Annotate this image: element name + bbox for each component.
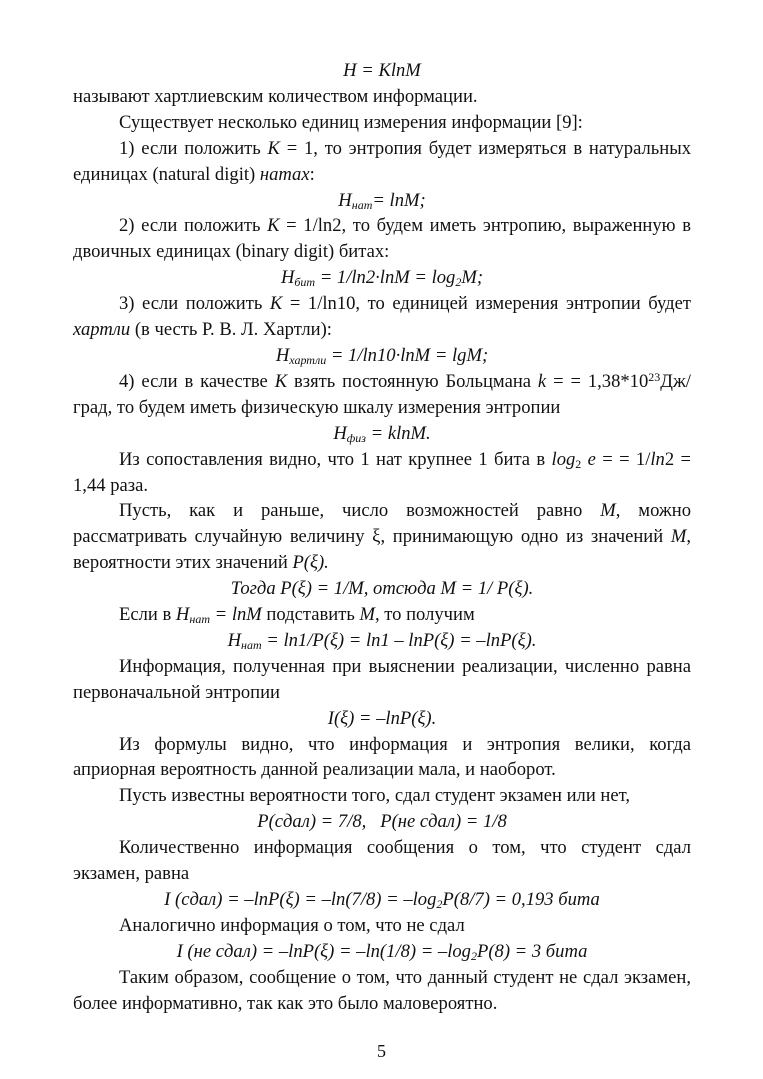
formula-text: I (сдал) = –lnP(ξ) = –ln(7/8) = –log [164, 889, 437, 910]
text: , вероятности этих значений [73, 526, 691, 574]
text: 3) если положить [119, 293, 270, 315]
formula-text: H = KlnM [343, 60, 421, 81]
formula-phys [73, 421, 691, 447]
text: Дж/град, то будем иметь физическую шкалу измерения энтропии [73, 370, 691, 418]
text-italic: H [175, 604, 190, 626]
paragraph [73, 369, 691, 421]
text-italic: K [267, 215, 280, 237]
formula-exam-probabilities [73, 809, 691, 835]
formula-nat-substitution [73, 628, 691, 654]
formula-subscript: хартли [289, 352, 327, 367]
text: 4) если в качестве [119, 370, 275, 392]
paragraph [73, 654, 691, 706]
paragraph [73, 498, 691, 576]
text-italic: M [359, 604, 375, 626]
paragraph [73, 965, 691, 1017]
text: подставить [261, 604, 360, 626]
text-italic: хартли [73, 319, 131, 341]
text: Из сопоставления видно, что 1 нат крупнее 1 бита в [119, 448, 552, 470]
formula-subscript: нат [241, 637, 262, 652]
paragraph-text: называют хартлиевским количеством информации. [73, 85, 478, 107]
paragraph-text: Информация, полученная при выяснении реализации, численно равна первоначальной энтропии [73, 655, 691, 703]
formula-nat [73, 188, 691, 214]
text-italic: натах [259, 163, 310, 185]
formula-text: = 1/ln10·lnM = lgM; [326, 344, 489, 366]
text-italic: M [600, 500, 616, 522]
formula-text: = 1/ln2·lnM = log [315, 267, 456, 289]
formula-text: M; [461, 267, 484, 289]
paragraph [73, 110, 691, 136]
formula-hartley-unit [73, 343, 691, 369]
formula-text: P(сдал) = 7/8, P(не сдал) = 1/8 [257, 811, 507, 833]
formula-text: = ln1/P(ξ) = ln1 – lnP(ξ) = –lnP(ξ). [261, 629, 537, 651]
paragraph-text: Количественно информация сообщения о том, что студент сдал экзамен, равна [73, 837, 691, 885]
text: Пусть, как и раньше, число возможностей равно [119, 500, 601, 522]
text-italic: log [551, 448, 576, 470]
text: 2) если положить [119, 215, 268, 237]
formula-text: H [338, 189, 352, 211]
text: 2 = 1,44 раза. [73, 448, 691, 496]
formula-text: H [333, 422, 347, 444]
text-italic: = lnM [209, 604, 262, 626]
paragraph [73, 447, 691, 499]
text: = = 1/ [595, 448, 651, 470]
paragraph [73, 835, 691, 887]
superscript: 23 [648, 369, 661, 384]
paragraph [73, 84, 691, 110]
paragraph [73, 732, 691, 784]
paragraph [73, 913, 691, 939]
formula-probability [73, 576, 691, 602]
text-italic: K [274, 370, 288, 392]
text: : [309, 163, 315, 185]
text: , то получим [374, 604, 475, 626]
formula-text: Тогда P(ξ) = 1/M, отсюда M = 1/ P(ξ). [230, 578, 534, 600]
text: 1) если положить [119, 137, 268, 159]
formula-text: = klnM. [365, 422, 431, 444]
formula-subscript: нат [351, 197, 373, 212]
text-italic: P(ξ). [292, 552, 329, 574]
formula-subscript: 2 [470, 948, 477, 963]
formula-text: H [280, 267, 295, 289]
formula-text: H [227, 629, 241, 651]
formula-failed [73, 939, 691, 965]
text: = 1/ln10, то единицей измерения энтропии будет [282, 293, 692, 315]
text-italic: e [581, 448, 596, 470]
paragraph-text: Из формулы видно, что информация и энтропия велики, когда априорная вероятность данной реализации мала, и наоборот. [73, 733, 691, 781]
text: = 1/ln2, то будем иметь энтропию, выраженную в двоичных единицах (binary digit) битах: [73, 215, 691, 263]
formula-subscript: 2 [436, 897, 443, 911]
paragraph-text: Пусть известны вероятности того, сдал студент экзамен или нет, [119, 785, 630, 807]
paragraph-text: Аналогично информация о том, что не сдал [119, 914, 465, 936]
formula-subscript: физ [346, 430, 366, 445]
text-italic: k [537, 370, 547, 392]
text: , можно рассматривать случайную величину ξ, принимающую одно из значений [73, 500, 691, 548]
formula-subscript: 2 [455, 275, 462, 290]
formula-text: I(ξ) = –lnP(ξ). [327, 707, 437, 729]
text: взять постоянную Больцмана [287, 370, 538, 392]
page-body [73, 58, 691, 1017]
text-italic: K [269, 293, 283, 315]
formula-subscript: бит [294, 275, 316, 290]
formula-text: P(8/7) = 0,193 бита [442, 889, 600, 910]
paragraph [73, 213, 691, 265]
text: = = 1,38*10 [546, 370, 649, 392]
text-italic: M [670, 526, 687, 548]
paragraph-text: Существует несколько единиц измерения информации [9]: [119, 111, 583, 133]
formula-text: = lnM; [372, 189, 426, 211]
page-number: 5 [377, 1041, 386, 1061]
text-italic: K [267, 137, 280, 159]
text: = 1, то энтропия будет измеряться в натуральных единицах (natural digit) [73, 137, 691, 185]
subscript: 2 [575, 456, 582, 471]
paragraph-text: Таким образом, сообщение о том, что данный студент не сдал экзамен, более информативно, так как это было маловероятно. [73, 966, 691, 1014]
text: (в честь Р. В. Л. Хартли): [130, 319, 332, 341]
text-italic: ln [650, 448, 665, 470]
paragraph [73, 602, 691, 628]
formula-information [73, 706, 691, 732]
paragraph [73, 783, 691, 809]
formula-text: H [275, 344, 290, 366]
text: Если в [119, 604, 176, 626]
formula-bit [73, 265, 691, 291]
formula-passed [73, 887, 691, 913]
paragraph [73, 291, 691, 343]
subscript: нат [189, 612, 210, 627]
formula-hartley [73, 58, 691, 84]
formula-text: I (не сдал) = –lnP(ξ) = –ln(1/8) = –log [176, 940, 471, 962]
formula-text: P(8) = 3 бита [476, 940, 588, 962]
paragraph [73, 136, 691, 188]
